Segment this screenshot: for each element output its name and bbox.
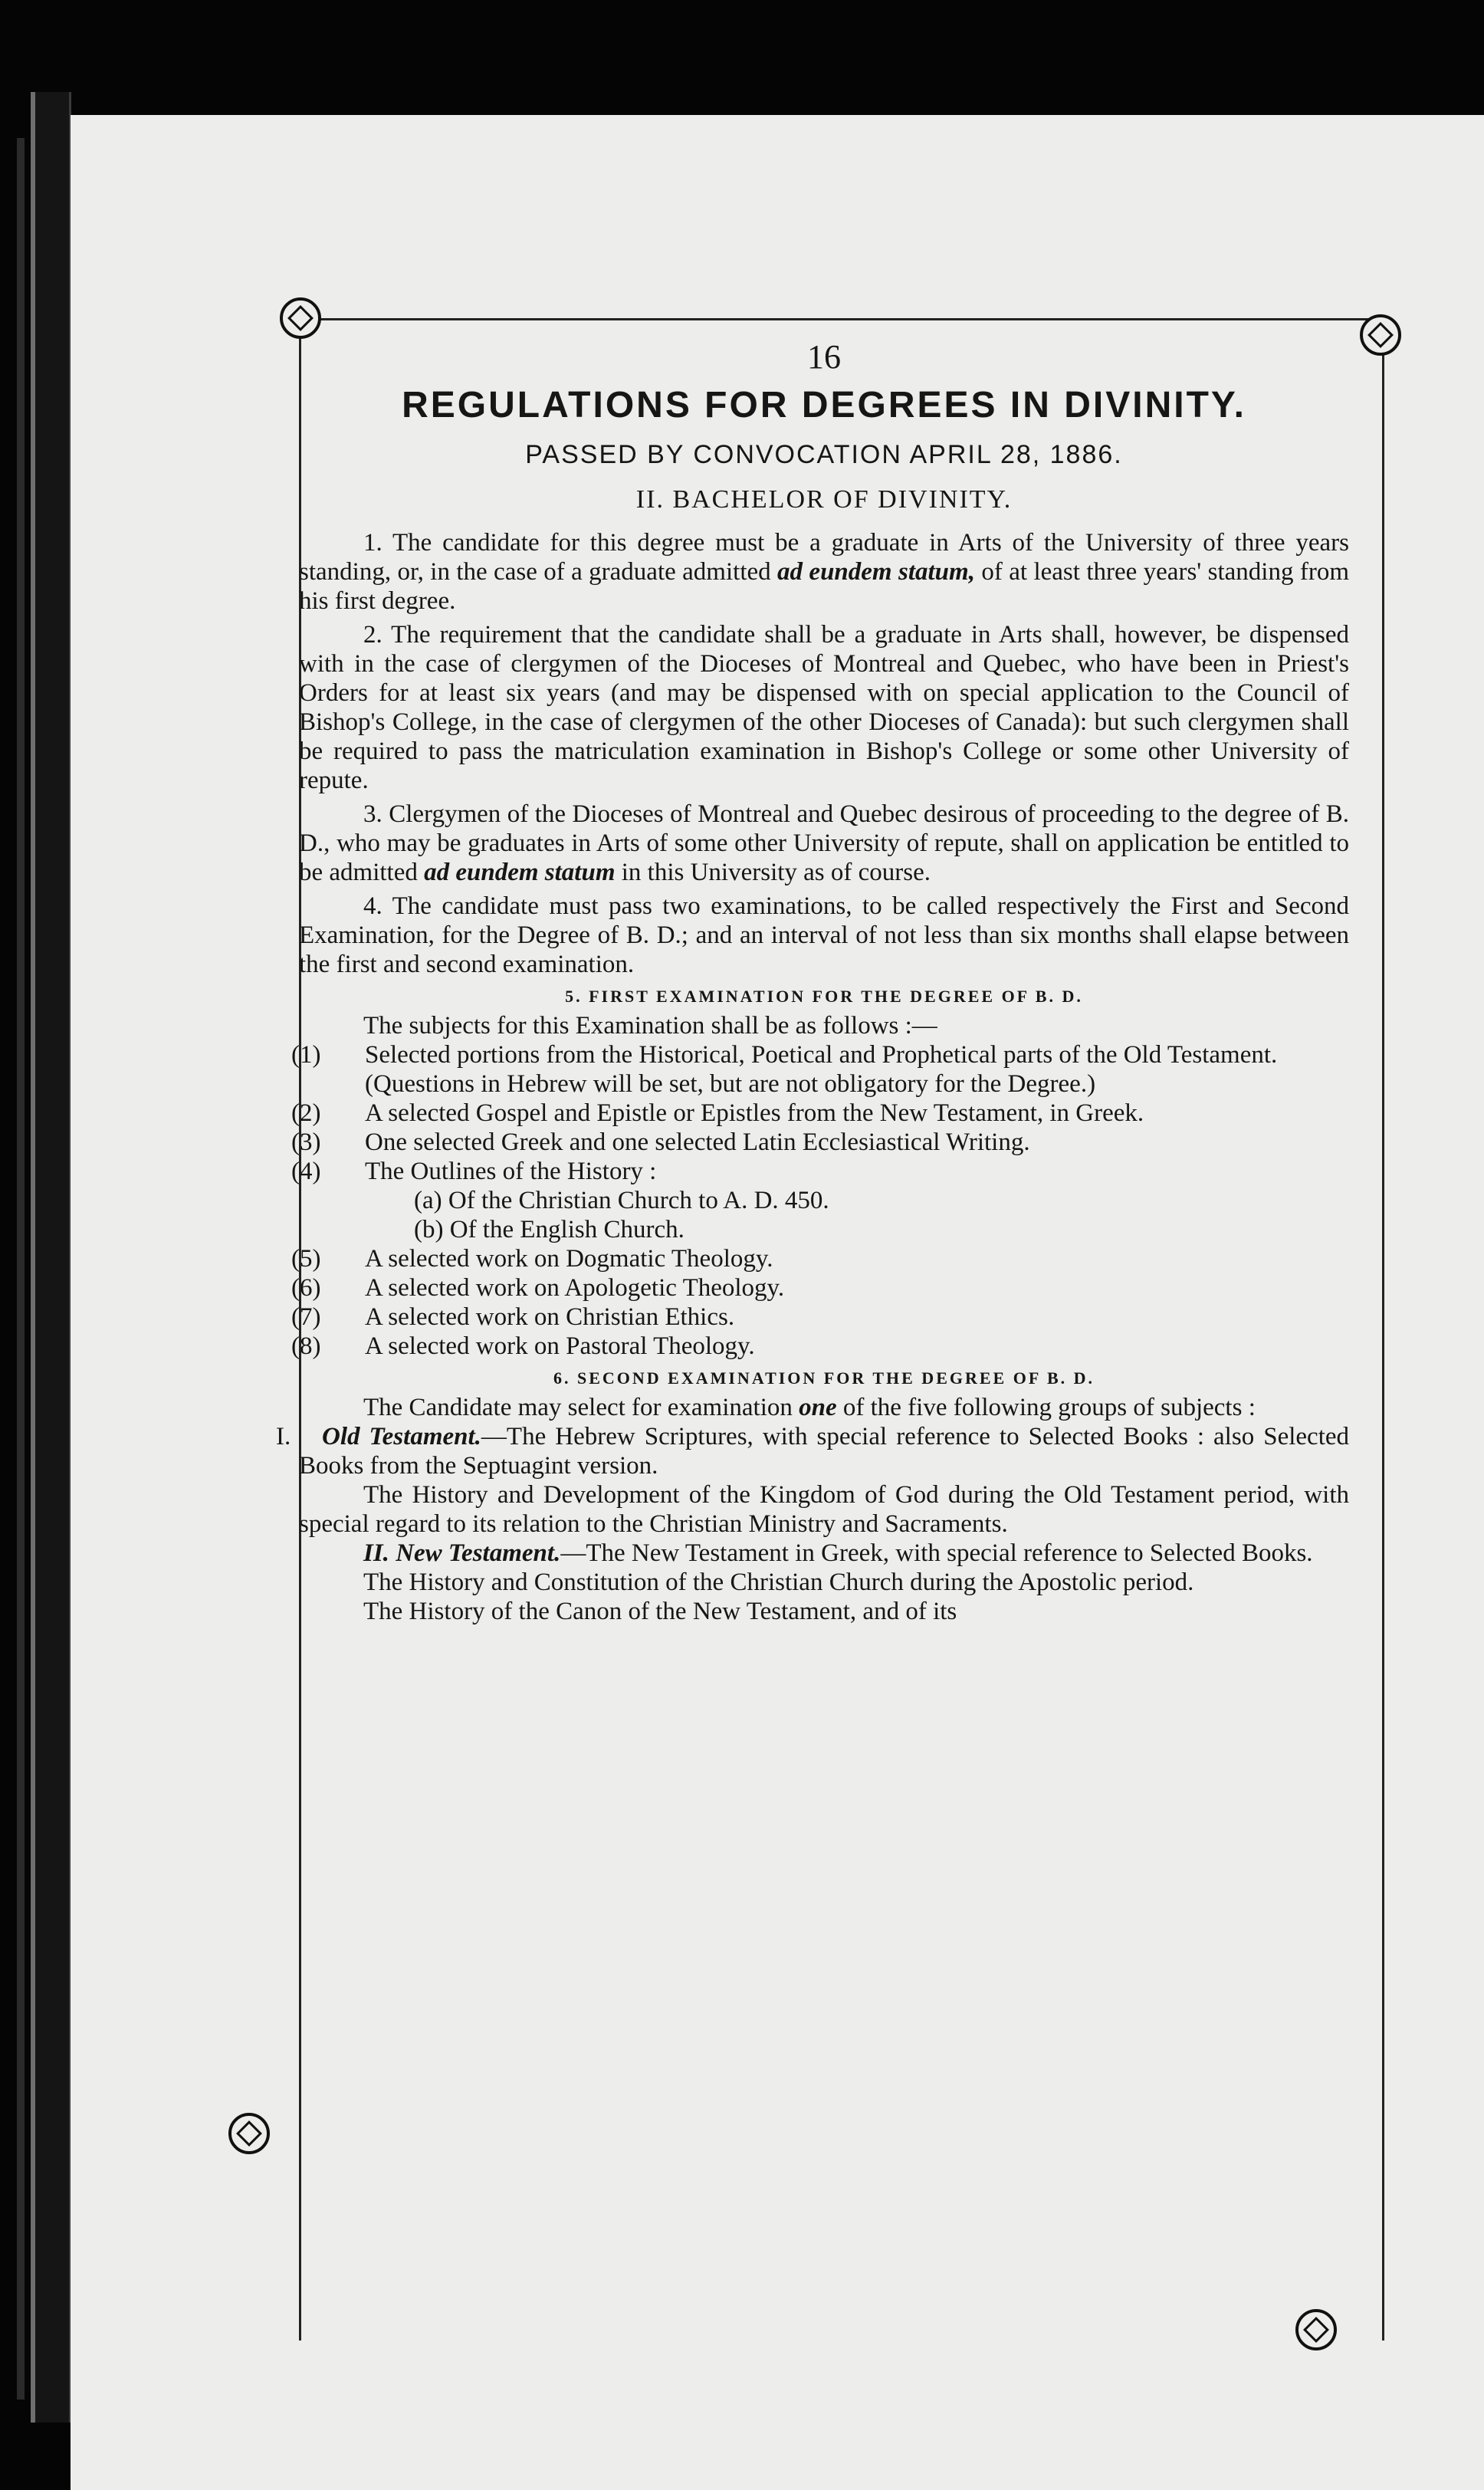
list-item: (7) A selected work on Christian Ethics. bbox=[291, 1303, 735, 1331]
paragraph-4: 4. The candidate must pass two examinations, to be called respectively the First and Second Examination, for the Degree of B. D.; and an interval of not less than six months shall elapse between the first and second examination. bbox=[299, 892, 1349, 978]
list-item: (3) One selected Greek and one selected Latin Ecclesiastical Writing. bbox=[291, 1128, 1030, 1156]
corner-ornament-icon bbox=[228, 2113, 270, 2154]
group-new-testament-canon: The History of the Canon of the New Testament, and of its bbox=[363, 1598, 957, 1625]
second-exam-intro: The Candidate may select for examination one of the five following groups of subjects : bbox=[363, 1394, 1256, 1421]
paragraph-3: 3. Clergymen of the Dioceses of Montreal and Quebec desirous of proceeding to the degree of B. D., who may be graduates in Arts of some other University of repute, shall on application be entitled to be admitted ad eundem statum in this University as of course. bbox=[299, 800, 1350, 886]
list-item: (8) A selected work on Pastoral Theology. bbox=[291, 1332, 755, 1360]
group-old-testament: I. Old Testament.—The Hebrew Scriptures, with special reference to Selected Books : also Selected Books from the Septuagint version. bbox=[276, 1423, 1350, 1480]
list-item: (2) A selected Gospel and Epistle or Epistles from the New Testament, in Greek. bbox=[291, 1099, 1144, 1127]
second-exam-heading: 6. SECOND EXAMINATION FOR THE DEGREE OF B. D. bbox=[553, 1368, 1095, 1388]
page-content bbox=[276, 337, 1350, 1626]
book-edge-outer bbox=[17, 138, 25, 2400]
list-item: (4) The Outlines of the History : bbox=[291, 1158, 657, 1185]
group-new-testament-history: The History and Constitution of the Christian Church during the Apostolic period. bbox=[363, 1569, 1194, 1596]
list-item: (1) Selected portions from the Historical, Poetical and Prophetical parts of the Old Testament. (Questions in Hebrew will be set, but are not obligatory for the Degree.) bbox=[291, 1041, 1278, 1098]
first-exam-heading: 5. FIRST EXAMINATION FOR THE DEGREE OF B. D. bbox=[565, 987, 1083, 1006]
page-title: REGULATIONS FOR DEGREES IN DIVINITY. bbox=[402, 385, 1246, 425]
list-subitem: (b) Of the English Church. bbox=[414, 1216, 685, 1243]
list-item: (6) A selected work on Apologetic Theology. bbox=[291, 1274, 785, 1302]
list-item: (5) A selected work on Dogmatic Theology. bbox=[291, 1245, 773, 1273]
corner-ornament-icon bbox=[280, 297, 321, 339]
page-number: 16 bbox=[807, 338, 841, 376]
book-spine bbox=[31, 92, 71, 2423]
group-old-testament-history: The History and Development of the Kingdom of God during the Old Testament period, with special regard to its relation to the Christian Ministry and Sacraments. bbox=[299, 1481, 1349, 1538]
list-subitem: (a) Of the Christian Church to A. D. 450. bbox=[414, 1187, 829, 1214]
section-heading: II. BACHELOR OF DIVINITY. bbox=[635, 485, 1013, 514]
group-new-testament: II. New Testament.—The New Testament in Greek, with special reference to Selected Books. bbox=[363, 1539, 1313, 1567]
first-exam-list bbox=[291, 1040, 1349, 1361]
page-subtitle: PASSED BY CONVOCATION APRIL 28, 1886. bbox=[525, 440, 1123, 469]
paragraph-1: 1. The candidate for this degree must be a graduate in Arts of the University of three years standing, or, in the case of a graduate admitted ad eundem statum, of at least three years' standing from his first degree. bbox=[299, 529, 1349, 615]
corner-ornament-icon bbox=[1360, 314, 1401, 356]
corner-ornament-icon bbox=[1295, 2309, 1337, 2350]
paragraph-2: 2. The requirement that the candidate shall be a graduate in Arts shall, however, be dispensed with in the case of clergymen of the Dioceses of Montreal and Quebec, who have been in Priest's Orders for at least six years (and may be dispensed with on special application to the Council of Bishop's College, in the case of clergymen of the other Dioceses of Canada): but such clergymen shall be required to pass the matriculation examination in Bishop's College or some other University of repute. bbox=[299, 621, 1350, 794]
first-exam-intro: The subjects for this Examination shall be as follows :— bbox=[363, 1012, 937, 1040]
